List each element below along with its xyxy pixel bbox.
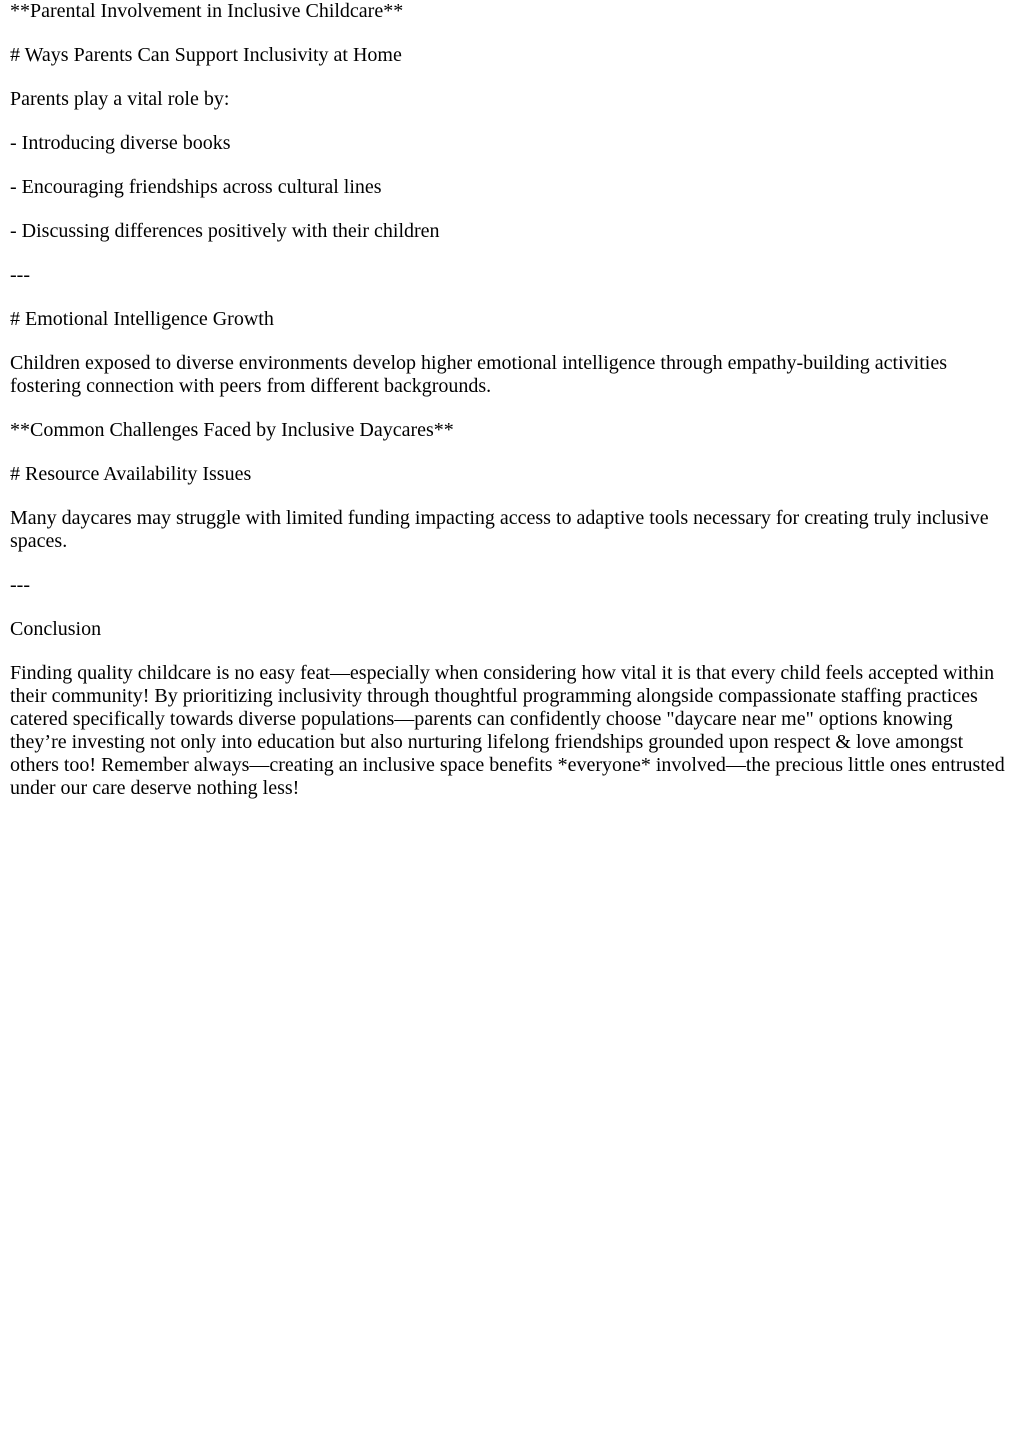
heading-emotional-intelligence: # Emotional Intelligence Growth (10, 308, 274, 330)
heading-resource-availability: # Resource Availability Issues (10, 463, 252, 485)
list-item: - Introducing diverse books (10, 132, 231, 154)
paragraph-emotional-intelligence: Children exposed to diverse environments develop higher emotional intelligence through empathy-building activities fostering connection with peers from different backgrounds. (10, 352, 947, 397)
document-body (10, 0, 1010, 821)
heading-ways-parents-support: # Ways Parents Can Support Inclusivity at Home (10, 44, 402, 66)
list-item: - Encouraging friendships across cultural lines (10, 176, 382, 198)
intro-text: Parents play a vital role by: (10, 88, 230, 110)
paragraph-resource-availability: Many daycares may struggle with limited funding impacting access to adaptive tools necessary for creating truly inclusive spaces. (10, 507, 989, 552)
list-item: - Discussing differences positively with their children (10, 220, 440, 242)
section-title-common-challenges: **Common Challenges Faced by Inclusive Daycares** (10, 419, 454, 441)
section-title-parental-involvement: **Parental Involvement in Inclusive Childcare** (10, 0, 404, 22)
paragraph-conclusion: Finding quality childcare is no easy feat—especially when considering how vital it is that every child feels accepted within their community! By prioritizing inclusivity through thoughtful programming alongside compassionate staffing practices catered specifically towards diverse populations—parents can confidently choose "daycare near me" options knowing they’re investing not only into education but also nurturing lifelong friendships grounded upon respect & love amongst others too! Remember always—creating an inclusive space benefits *everyone* involved—the precious little ones entrusted under our care deserve nothing less! (10, 662, 1005, 799)
heading-conclusion: Conclusion (10, 618, 102, 640)
separator: --- (10, 574, 30, 596)
separator: --- (10, 264, 30, 286)
